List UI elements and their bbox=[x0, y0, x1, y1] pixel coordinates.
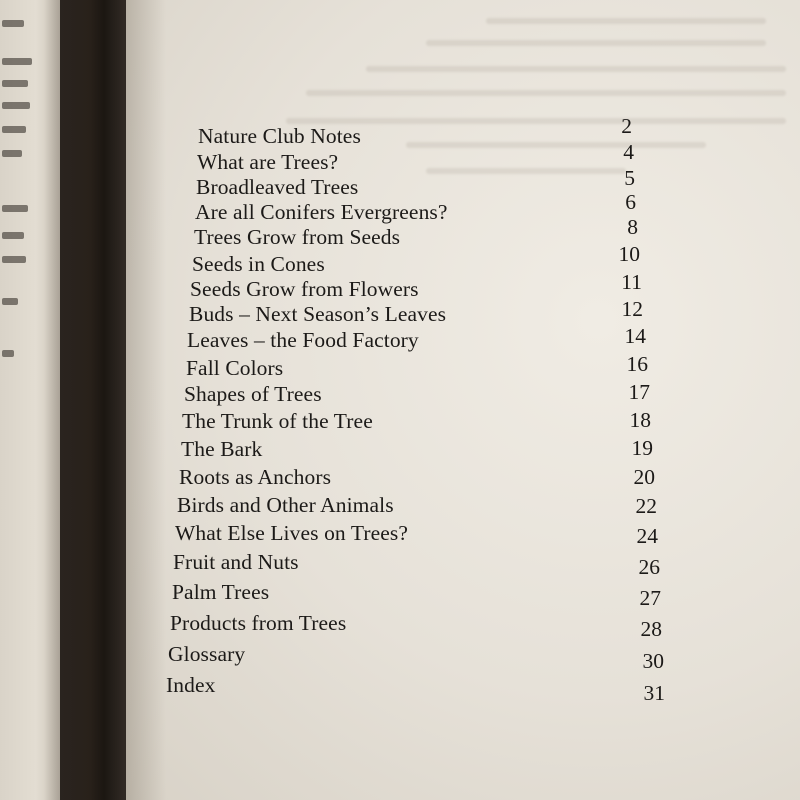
toc-entry-title: The Bark bbox=[181, 437, 263, 461]
toc-entry-title: What are Trees? bbox=[197, 150, 339, 174]
toc-entry-title: Shapes of Trees bbox=[184, 382, 322, 406]
toc-entry-page: 28 bbox=[640, 617, 662, 641]
toc-entry-title: Seeds in Cones bbox=[192, 252, 325, 276]
toc-entry-page: 22 bbox=[635, 494, 657, 518]
toc-entry-page: 8 bbox=[627, 215, 638, 239]
toc-entry-page: 4 bbox=[623, 140, 634, 164]
show-through-text bbox=[406, 142, 706, 148]
toc-entry-title: Fall Colors bbox=[186, 356, 284, 380]
previous-page-text-fragment bbox=[2, 20, 24, 27]
previous-page-text-fragment bbox=[2, 80, 28, 87]
toc-entry-title: Trees Grow from Seeds bbox=[194, 225, 401, 249]
toc-entry-title: Nature Club Notes bbox=[198, 124, 361, 148]
toc-entry-title: Birds and Other Animals bbox=[177, 493, 394, 517]
toc-entry-title: Index bbox=[166, 673, 216, 697]
toc-entry-title: What Else Lives on Trees? bbox=[175, 521, 408, 545]
toc-entry-page: 11 bbox=[621, 270, 642, 294]
toc-entry-title: The Trunk of the Tree bbox=[182, 409, 373, 433]
toc-entry-page: 2 bbox=[621, 114, 632, 138]
show-through-text bbox=[366, 66, 786, 72]
show-through-text bbox=[486, 18, 766, 24]
toc-entry-title: Products from Trees bbox=[170, 611, 347, 635]
show-through-text bbox=[306, 90, 786, 96]
toc-entry-page: 5 bbox=[624, 166, 635, 190]
previous-page-text-fragment bbox=[2, 205, 28, 212]
previous-page-text-fragment bbox=[2, 126, 26, 133]
toc-entry-page: 18 bbox=[629, 408, 651, 432]
toc-entry-title: Roots as Anchors bbox=[179, 465, 332, 489]
toc-entry-title: Glossary bbox=[168, 642, 246, 666]
toc-entry-page: 26 bbox=[638, 555, 660, 579]
toc-entry-page: 16 bbox=[626, 352, 648, 376]
previous-page-text-fragment bbox=[2, 102, 30, 109]
previous-page-text-fragment bbox=[2, 58, 32, 65]
toc-entry-page: 20 bbox=[633, 465, 655, 489]
toc-entry-page: 27 bbox=[639, 586, 661, 610]
toc-entry-page: 10 bbox=[618, 242, 640, 266]
toc-entry-title: Buds – Next Season’s Leaves bbox=[189, 302, 447, 326]
toc-entry-page: 24 bbox=[636, 524, 658, 548]
toc-entry-title: Leaves – the Food Factory bbox=[187, 328, 419, 352]
toc-entry-title: Palm Trees bbox=[172, 580, 270, 604]
toc-entry-page: 31 bbox=[643, 681, 665, 705]
toc-entry-title: Broadleaved Trees bbox=[196, 175, 359, 199]
toc-entry-title: Fruit and Nuts bbox=[173, 550, 299, 574]
toc-entry-page: 14 bbox=[624, 324, 646, 348]
toc-entry-page: 6 bbox=[625, 190, 636, 214]
toc-entry-page: 30 bbox=[642, 649, 664, 673]
toc-entry-page: 19 bbox=[631, 436, 653, 460]
show-through-text bbox=[286, 118, 786, 124]
previous-page-text-fragment bbox=[2, 256, 26, 263]
previous-page-text-fragment bbox=[2, 298, 18, 305]
toc-entry-page: 17 bbox=[628, 380, 650, 404]
show-through-text bbox=[426, 40, 766, 46]
previous-page-text-fragment bbox=[2, 232, 24, 239]
previous-page-text-fragment bbox=[2, 350, 14, 357]
toc-entry-page: 12 bbox=[621, 297, 643, 321]
toc-entry-title: Seeds Grow from Flowers bbox=[190, 277, 419, 301]
previous-page-text-fragment bbox=[2, 150, 22, 157]
toc-entry-title: Are all Conifers Evergreens? bbox=[195, 200, 448, 224]
